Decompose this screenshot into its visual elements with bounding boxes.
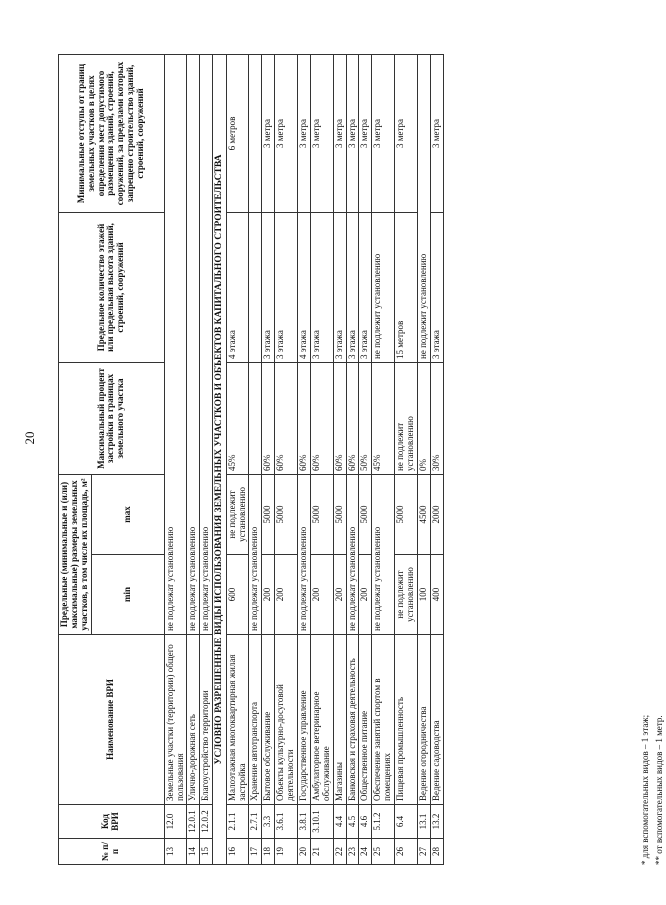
row-min: 200 bbox=[262, 555, 275, 635]
row-floors: 3 этажа bbox=[275, 212, 298, 362]
row-percent: 0% bbox=[417, 362, 430, 474]
row-name: Земельные участки (территории) общего пользования bbox=[164, 635, 187, 805]
table-row bbox=[226, 54, 249, 864]
header-setback: Минимальные отступы от границ земельных участков в целях определения мест допустимого размещения зданий, строений, сооружений, за пределами которых запрещено строительство зданий, строений, сооружений bbox=[59, 54, 165, 212]
row-code: 13.2 bbox=[430, 805, 443, 839]
row-floors: не подлежит установлению bbox=[372, 212, 395, 362]
row-number: 23 bbox=[346, 839, 359, 865]
row-percent: 50% bbox=[359, 362, 372, 474]
page-number: 20 bbox=[22, 431, 37, 445]
row-merged-value: не подлежат установлению bbox=[200, 54, 213, 634]
row-max: 5000 bbox=[275, 474, 298, 554]
row-max: 4500 bbox=[417, 474, 430, 554]
row-floors: 3 этажа bbox=[430, 212, 443, 362]
row-name: Бытовое обслуживание bbox=[262, 635, 275, 805]
row-percent: 60% bbox=[346, 362, 359, 474]
row-setback: 3 метра bbox=[333, 54, 346, 212]
row-setback: 3 метра bbox=[262, 54, 275, 212]
row-floors: 4 этажа bbox=[298, 212, 311, 362]
row-name: Обеспечение занятий спортом в помещениях bbox=[372, 635, 395, 805]
row-max: 2000 bbox=[430, 474, 443, 554]
row-name: Улично-дорожная сеть bbox=[187, 635, 200, 805]
row-number: 17 bbox=[249, 839, 262, 865]
row-code: 3.3 bbox=[262, 805, 275, 839]
row-setback: 6 метров bbox=[226, 54, 249, 212]
row-number: 22 bbox=[333, 839, 346, 865]
row-name: Общественное питание bbox=[359, 635, 372, 805]
row-name: Ведение садоводства bbox=[430, 635, 443, 805]
row-min: 200 bbox=[333, 555, 346, 635]
row-floors: 3 этажа bbox=[333, 212, 346, 362]
section-title: УСЛОВНО РАЗРЕШЕННЫЕ ВИДЫ ИСПОЛЬЗОВАНИЯ ЗЕМЕЛЬНЫХ УЧАСТКОВ И ОБЪЕКТОВ КАПИТАЛЬНОГО СТРОИТЕЛЬСТВА bbox=[213, 54, 226, 864]
row-floors: 15 метров bbox=[395, 212, 418, 362]
table-row bbox=[164, 54, 187, 864]
row-min: 200 bbox=[310, 555, 333, 635]
row-number: 26 bbox=[395, 839, 418, 865]
table-row bbox=[346, 54, 359, 864]
header-percent: Максимальный процент застройки в границах земельного участка bbox=[59, 362, 165, 474]
table-row bbox=[372, 54, 395, 864]
row-code: 13.1 bbox=[417, 805, 430, 839]
row-floors-merged: не подлежит установлению bbox=[417, 54, 430, 362]
footnote: * для вспомогательных видов – 1 этаж; bbox=[640, 714, 650, 865]
table-row bbox=[200, 54, 213, 864]
row-max: 5000 bbox=[333, 474, 346, 554]
row-percent: 60% bbox=[333, 362, 346, 474]
row-setback: 3 метра bbox=[395, 54, 418, 212]
row-number: 20 bbox=[298, 839, 311, 865]
table-body bbox=[164, 54, 443, 864]
row-setback: 3 метра bbox=[275, 54, 298, 212]
row-number: 21 bbox=[310, 839, 333, 865]
row-name: Банковская и страховая деятельность bbox=[346, 635, 359, 805]
row-name: Хранение автотранспорта bbox=[249, 635, 262, 805]
footnote: ** от вспомогательных видов – 1 метр. bbox=[654, 715, 664, 865]
row-floors bbox=[249, 212, 262, 362]
row-number: 25 bbox=[372, 839, 395, 865]
row-merged-value: не подлежат установлению bbox=[187, 54, 200, 634]
row-code: 3.10.1 bbox=[310, 805, 333, 839]
row-size-merged: не подлежат установлению bbox=[298, 474, 311, 634]
row-number: 18 bbox=[262, 839, 275, 865]
row-min: 200 bbox=[359, 555, 372, 635]
row-number: 14 bbox=[187, 839, 200, 865]
row-name: Пищевая промышленность bbox=[395, 635, 418, 805]
row-name: Государственное управление bbox=[298, 635, 311, 805]
row-floors: 3 этажа bbox=[359, 212, 372, 362]
row-number: 19 bbox=[275, 839, 298, 865]
row-max: 5000 bbox=[310, 474, 333, 554]
table-row bbox=[187, 54, 200, 864]
row-code: 12.0.1 bbox=[187, 805, 200, 839]
row-floors: 3 этажа bbox=[346, 212, 359, 362]
row-max: не подлежит установлению bbox=[226, 474, 249, 554]
row-max: 5000 bbox=[359, 474, 372, 554]
table-row bbox=[430, 54, 443, 864]
row-name: Малоэтажная многоквартирная жилая застройка bbox=[226, 635, 249, 805]
header-size-group: Предельные (минимальные и (или) максимальные) размеры земельных участков, в том числе их площадь, м² bbox=[59, 474, 92, 634]
row-number: 13 bbox=[164, 839, 187, 865]
row-setback bbox=[249, 54, 262, 212]
row-code: 2.1.1 bbox=[226, 805, 249, 839]
row-min: 100 bbox=[417, 555, 430, 635]
row-percent: 60% bbox=[275, 362, 298, 474]
row-code: 4.5 bbox=[346, 805, 359, 839]
row-min: 200 bbox=[275, 555, 298, 635]
row-setback: 3 метра bbox=[359, 54, 372, 212]
table-row bbox=[262, 54, 275, 864]
row-number: 24 bbox=[359, 839, 372, 865]
row-setback: 3 метра bbox=[310, 54, 333, 212]
row-name: Объекты культурно-досуговой деятельности bbox=[275, 635, 298, 805]
header-max: max bbox=[91, 474, 164, 554]
row-percent: 60% bbox=[298, 362, 311, 474]
table-row bbox=[249, 54, 262, 864]
row-setback: 3 метра bbox=[346, 54, 359, 212]
header-row bbox=[59, 54, 92, 864]
row-setback: 3 метра bbox=[430, 54, 443, 212]
row-code: 4.6 bbox=[359, 805, 372, 839]
row-code: 5.1.2 bbox=[372, 805, 395, 839]
table-row bbox=[359, 54, 372, 864]
row-merged-value: не подлежат установлению bbox=[164, 54, 187, 634]
table-row bbox=[395, 54, 418, 864]
table-row bbox=[333, 54, 346, 864]
row-code: 3.8.1 bbox=[298, 805, 311, 839]
row-max: 5000 bbox=[395, 474, 418, 554]
row-name: Магазины bbox=[333, 635, 346, 805]
row-percent: 45% bbox=[372, 362, 395, 474]
header-name: Наименование ВРИ bbox=[59, 635, 165, 805]
row-percent: 60% bbox=[262, 362, 275, 474]
row-code: 4.4 bbox=[333, 805, 346, 839]
row-code: 6.4 bbox=[395, 805, 418, 839]
section-row bbox=[213, 54, 226, 864]
row-max: 5000 bbox=[262, 474, 275, 554]
row-code: 12.0 bbox=[164, 805, 187, 839]
row-number: 15 bbox=[200, 839, 213, 865]
row-percent: не подлежит установлению bbox=[395, 362, 418, 474]
row-code: 12.0.2 bbox=[200, 805, 213, 839]
row-size-merged: не подлежат установлению bbox=[372, 474, 395, 634]
row-percent: 60% bbox=[310, 362, 333, 474]
regulations-table bbox=[58, 54, 444, 865]
row-floors: 4 этажа bbox=[226, 212, 249, 362]
header-min: min bbox=[91, 555, 164, 635]
row-number: 16 bbox=[226, 839, 249, 865]
row-min: 600 bbox=[226, 555, 249, 635]
header-code: Код ВРИ bbox=[59, 805, 165, 839]
row-floors: 3 этажа bbox=[310, 212, 333, 362]
row-percent: 45% bbox=[226, 362, 249, 474]
row-setback: 3 метра bbox=[298, 54, 311, 212]
header-num: № п/п bbox=[59, 839, 165, 865]
row-size-merged: не подлежат установлению bbox=[346, 474, 359, 634]
row-name: Благоустройство территории bbox=[200, 635, 213, 805]
table-row bbox=[310, 54, 333, 864]
row-code: 3.6.1 bbox=[275, 805, 298, 839]
row-size-merged: не подлежат установлению bbox=[249, 474, 262, 634]
row-name: Амбулаторное ветеринарное обслуживание bbox=[310, 635, 333, 805]
table-row bbox=[298, 54, 311, 864]
row-percent bbox=[249, 362, 262, 474]
footnotes bbox=[638, 715, 666, 865]
row-name: Ведение огородничества bbox=[417, 635, 430, 805]
row-code: 2.7.1 bbox=[249, 805, 262, 839]
rotated-table-block bbox=[58, 55, 664, 865]
table-row bbox=[275, 54, 298, 864]
row-percent: 30% bbox=[430, 362, 443, 474]
row-number: 28 bbox=[430, 839, 443, 865]
row-min: 400 bbox=[430, 555, 443, 635]
header-floors: Предельное количество этажей или предельная высота зданий, строений, сооружений bbox=[59, 212, 165, 362]
row-floors: 3 этажа bbox=[262, 212, 275, 362]
row-setback: 3 метра bbox=[372, 54, 395, 212]
row-min: не подлежит установлению bbox=[395, 555, 418, 635]
table-row bbox=[417, 54, 430, 864]
row-number: 27 bbox=[417, 839, 430, 865]
